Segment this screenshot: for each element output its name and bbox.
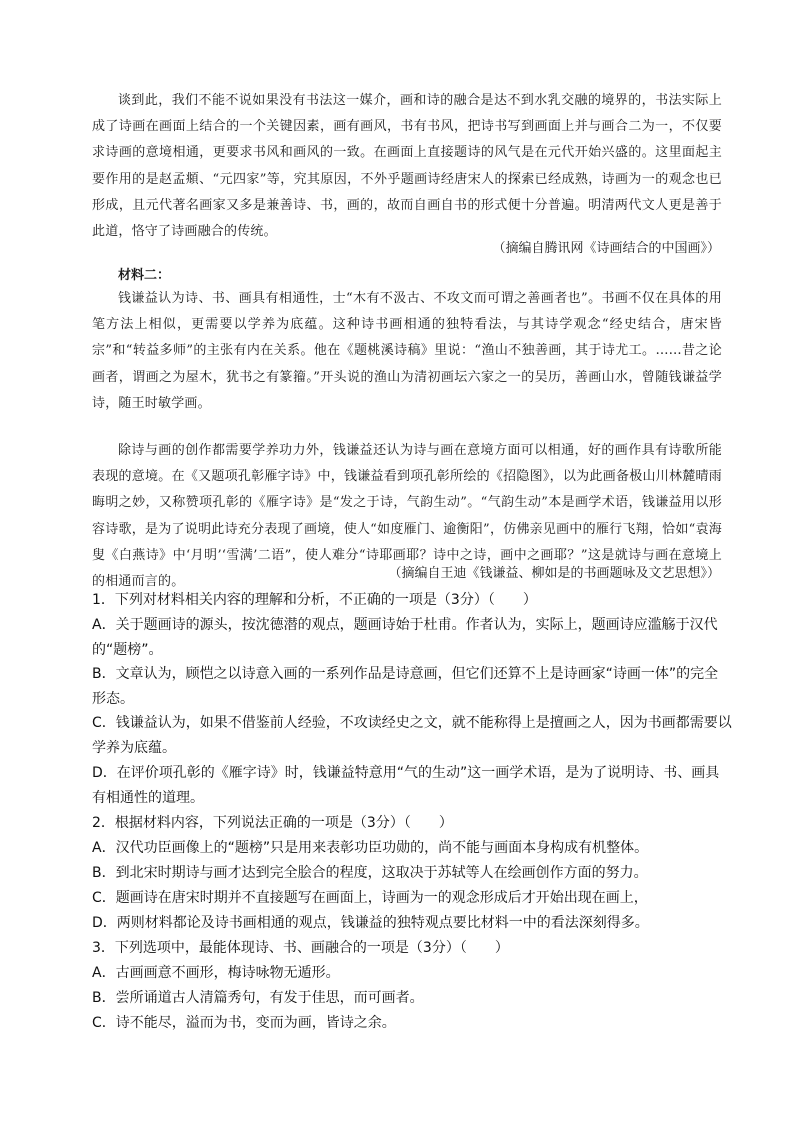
material1-paragraph: 谈到此，我们不能不说如果没有书法这一媒介，画和诗的融合是达不到水乳交融的境界的，书法实际上成了诗画在画面上结合的一个关键因素，画有画风，书有书风，把诗书写到画面上并与画合二为一，不仅要求诗画的意境相通，更要求书风和画风的一致。在画面上直接题诗的风气是在元代开始兴盛的。这里面起主要作用的是赵孟頫、“元四家”等，究其原因，不外乎题画诗经唐宋人的探索已经成熟，诗画为一的观念也已形成，且元代著名画家又多是兼善诗、书，画的，故而自画自书的形式便十分普遍。明清两代文人更是善于此道，恪守了诗画融合的传统。 <box>92 93 722 240</box>
material2-paragraph-2: 除诗与画的创作都需要学养功力外，钱谦益还认为诗与画在意境方面可以相通，好的画作具有诗歌所能表现的意境。在《又题项孔彰雁字诗》中，钱谦益看到项孔彰所绘的《招隐图》，以为此画备极山川林麓晴雨晦明之妙，又称赞项孔彰的《雁字诗》是“发之于诗，气韵生动”。“气韵生动”本是画学术语，钱谦益用以形容诗歌，是为了说明此诗充分表现了画境，使人“如度雁门、逾衡阳”，仿佛亲见画中的雁行飞翔，恰如“袁海叟《白燕诗》中‘月明’‘雪满’二语”，使人难分“诗耶画耶？诗中之诗，画中之画耶？”这是就诗与画在意境上的相通而言的。 <box>92 443 722 590</box>
question-2-stem: 2．根据材料内容，下列说法正确的一项是（3分）（ ） <box>92 815 453 831</box>
material1-source: （摘编自腾讯网《诗画结合的中国画》） <box>492 241 720 256</box>
question-1-option-c: C．钱谦益认为，如果不借鉴前人经验，不攻读经史之文，就不能称得上是擅画之人，因为书画都需要以学养为底蕴。 <box>92 715 732 756</box>
material2-paragraph-1: 钱谦益认为诗、书、画具有相通性，士“木有不汲古、不攻文而可谓之善画者也”。书画不仅在具体的用笔方法上相似，更需要以学养为底蕴。这种诗书画相通的独特看法，与其诗学观念“经史结合，唐宋皆宗”和“转益多师”的主张有内在关系。他在《题桃溪诗稿》里说：“渔山不独善画，其于诗尤工。……昔之论画者，谓画之为屋木，犹书之有篆籀。”开头说的渔山为清初画坛六家之一的吴历，善画山水，曾随钱谦益学诗，随王时敏学画。 <box>92 291 722 411</box>
question-2-option-d: D．两则材料都论及诗书画相通的观点，钱谦益的独特观点要比材料一中的看法深刻得多。 <box>92 915 649 931</box>
question-2-option-b: B．到北宋时期诗与画才达到完全脍合的程度，这取决于苏轼等人在绘画创作方面的努力。 <box>92 865 648 881</box>
question-3-stem: 3．下列选项中，最能体现诗、书、画融合的一项是（3分）（ ） <box>92 940 509 956</box>
question-3-option-b: B．尝所诵道古人清篇秀句，有发于佳思，而可画者。 <box>92 990 424 1006</box>
question-3-option-a: A．古画画意不画形，梅诗咏物无遁形。 <box>92 965 340 981</box>
question-1-option-d: D．在评价项孔彰的《雁字诗》时，钱谦益特意用“气的生动”这一画学术语，是为了说明诗、书、画具有相通性的道理。 <box>92 765 720 806</box>
question-2-option-a: A．汉代功臣画像上的“题榜”只是用来表彰功臣功勋的，尚不能与画面本身构成有机整体。 <box>92 840 649 856</box>
material2-source: （摘编自王迪《钱谦益、柳如是的书画题咏及文艺思想》） <box>388 566 720 581</box>
material2-heading: 材料二： <box>118 268 171 283</box>
question-1-stem: 1．下列对材料相关内容的理解和分析，不正确的一项是（3分）（ ） <box>92 592 537 608</box>
question-2-option-c: C．题画诗在唐宋时期并不直接题写在画面上，诗画为一的观念形成后才开始出现在画上， <box>92 890 648 906</box>
question-3-option-c: C．诗不能尽，溢而为书，变而为画，皆诗之余。 <box>92 1015 396 1031</box>
question-1-option-a: A．关于题画诗的源头，按沈德潜的观点，题画诗始于杜甫。作者认为，实际上，题画诗应滥觞于汉代的“题榜”。 <box>92 617 718 658</box>
question-1-option-b: B．文章认为，顾恺之以诗意入画的一系列作品是诗意画，但它们还算不上是诗画家“诗画一体”的完全形态。 <box>92 666 719 707</box>
